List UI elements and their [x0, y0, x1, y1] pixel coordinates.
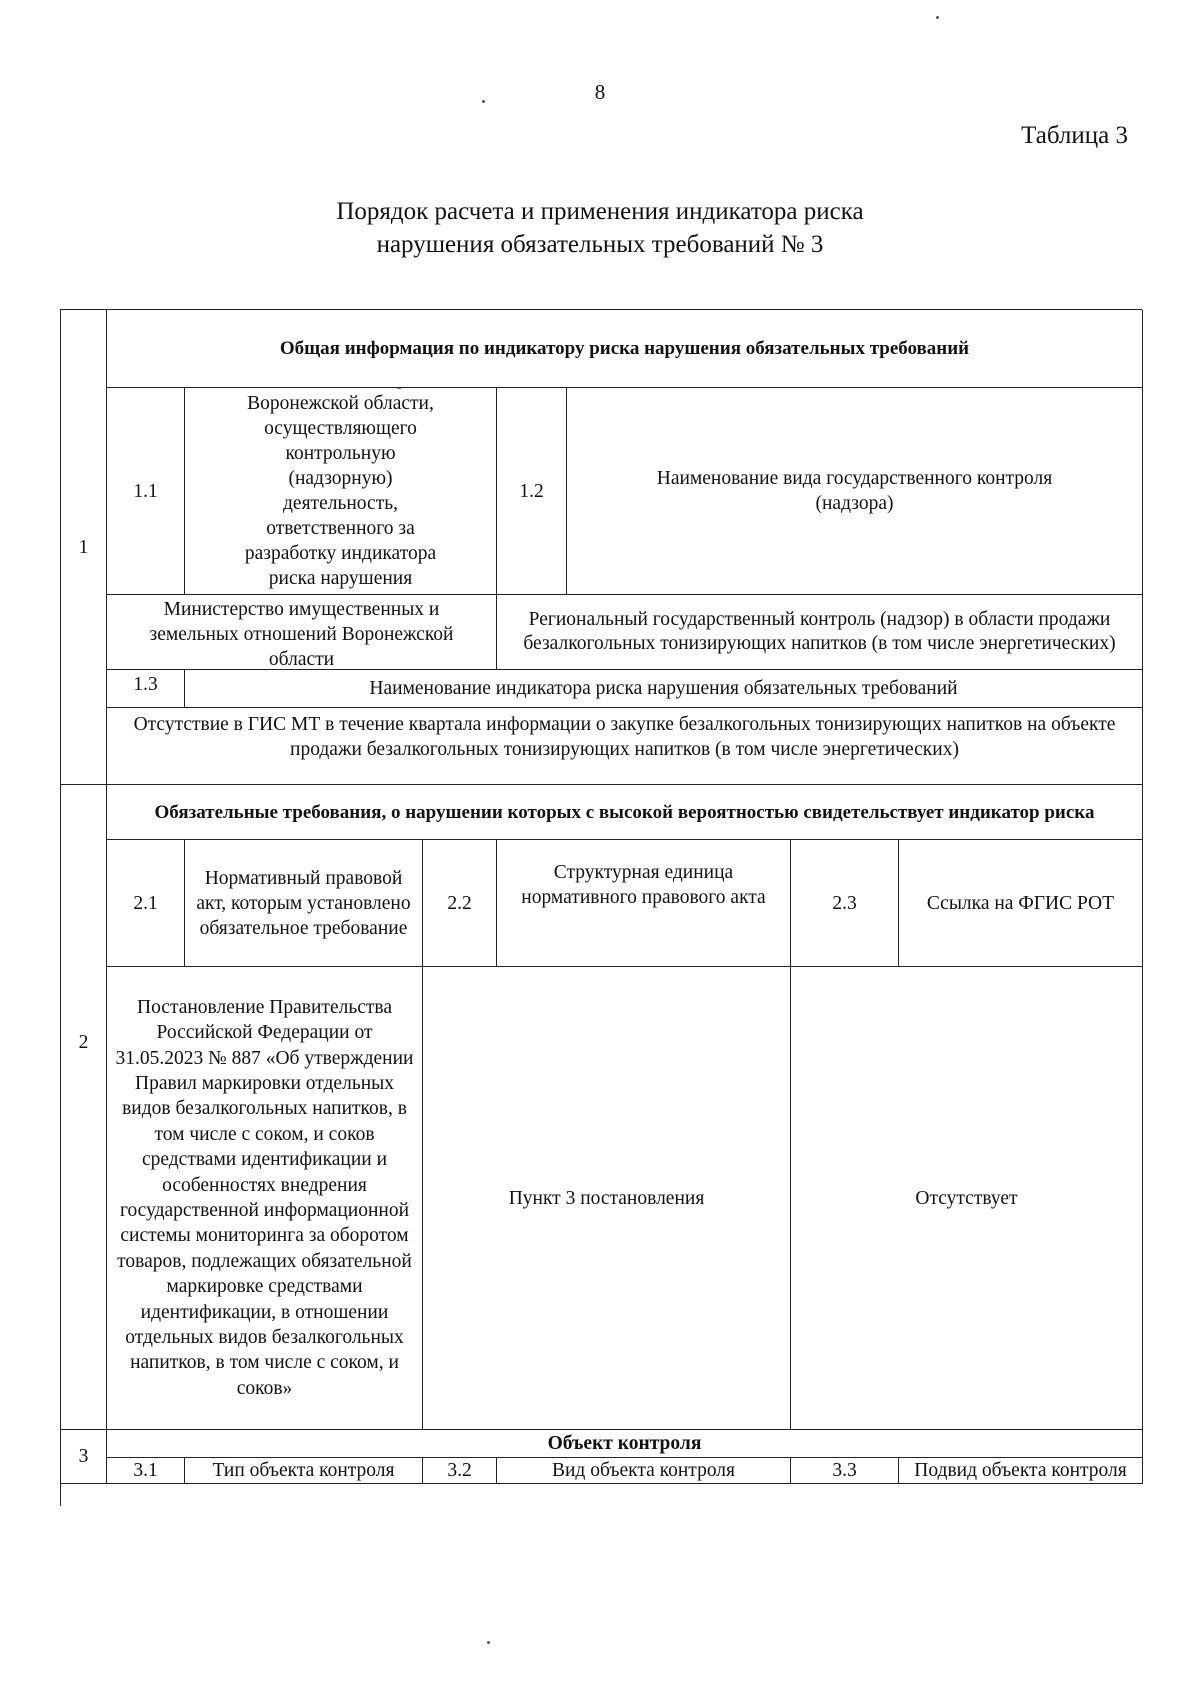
section-1-header: Общая информация по индикатору риска нарушения обязательных требований — [107, 310, 1143, 388]
cell-1-3-label: Наименование индикатора риска нарушения обязательных требований — [185, 670, 1143, 708]
cell-3-1-number: 3.1 — [107, 1458, 185, 1484]
scan-speck — [487, 1641, 490, 1644]
cell-1-2-label: Наименование вида государственного контроля (надзора) — [567, 388, 1143, 595]
scan-speck — [482, 100, 485, 103]
cell-1-3-value: Отсутствие в ГИС МТ в течение квартала информации о закупке безалкогольных тонизирующих напитков на объекте продажи безалкогольных тонизирующих напитков (в том числе энергетических) — [107, 708, 1143, 785]
cell-1-3-number: 1.3 — [107, 670, 185, 708]
cell-2-3-value: Отсутствует — [791, 967, 1143, 1430]
title-line-1: Порядок расчета и применения индикатора риска — [336, 198, 864, 225]
section-2-number: 2 — [61, 785, 107, 1430]
cell-3-3-number: 3.3 — [791, 1458, 899, 1484]
title-line-2: нарушения обязательных требований № 3 — [376, 231, 824, 258]
cell-3-2-number: 3.2 — [423, 1458, 497, 1484]
cell-2-1-number: 2.1 — [107, 840, 185, 967]
cell-2-1-label: Нормативный правовой акт, которым установлено обязательное требование — [185, 840, 423, 967]
scan-speck — [936, 16, 939, 19]
cell-2-2-label: Структурная единица нормативного правового акта — [497, 840, 791, 967]
cell-2-3-label: Ссылка на ФГИС РОТ — [899, 840, 1143, 967]
section-3-header: Объект контроля — [107, 1430, 1143, 1458]
cell-2-2-value: Пункт 3 постановления — [423, 967, 791, 1430]
document-title — [0, 195, 1200, 261]
cell-1-2-number: 1.2 — [497, 388, 567, 595]
section-2-header: Обязательные требования, о нарушении которых с высокой вероятностью свидетельствует индикатор риска — [107, 785, 1143, 840]
cell-2-2-number: 2.2 — [423, 840, 497, 967]
page-number: 8 — [594, 80, 606, 104]
indicator-table — [60, 309, 1142, 1506]
section-3-number: 3 — [61, 1430, 107, 1484]
cell-2-3-number: 2.3 — [791, 840, 899, 967]
cell-3-1-label: Тип объекта контроля — [185, 1458, 423, 1484]
cell-1-1-number: 1.1 — [107, 388, 185, 595]
cell-1-2-value: Региональный государственный контроль (надзор) в области продажи безалкогольных тонизирующих напитков (в том числе энергетических) — [497, 595, 1143, 670]
cell-3-2-label: Вид объекта контроля — [497, 1458, 791, 1484]
cell-1-1-label: Воронежской области, осуществляющего контрольную (надзорную) деятельность, ответственного за разработку индикатора риска нарушения — [185, 388, 497, 595]
table-label: Таблица 3 — [1021, 122, 1128, 149]
section-1-number: 1 — [61, 310, 107, 785]
cell-2-1-value: Постановление Правительства Российской Федерации от 31.05.2023 № 887 «Об утверждении Правил маркировки отдельных видов безалкогольных напитков, в том числе с соком, и соков средствами идентификации и особенностях внедрения государственной информационной системы мониторинга за оборотом товаров, подлежащих обязательной маркировке средствами идентификации, в отношении отдельных видов безалкогольных напитков, в том числе с соком, и соков» — [107, 967, 423, 1430]
cell-3-3-label: Подвид объекта контроля — [899, 1458, 1143, 1484]
cell-1-1-value: Министерство имущественных и земельных отношений Воронежской области — [107, 595, 497, 670]
